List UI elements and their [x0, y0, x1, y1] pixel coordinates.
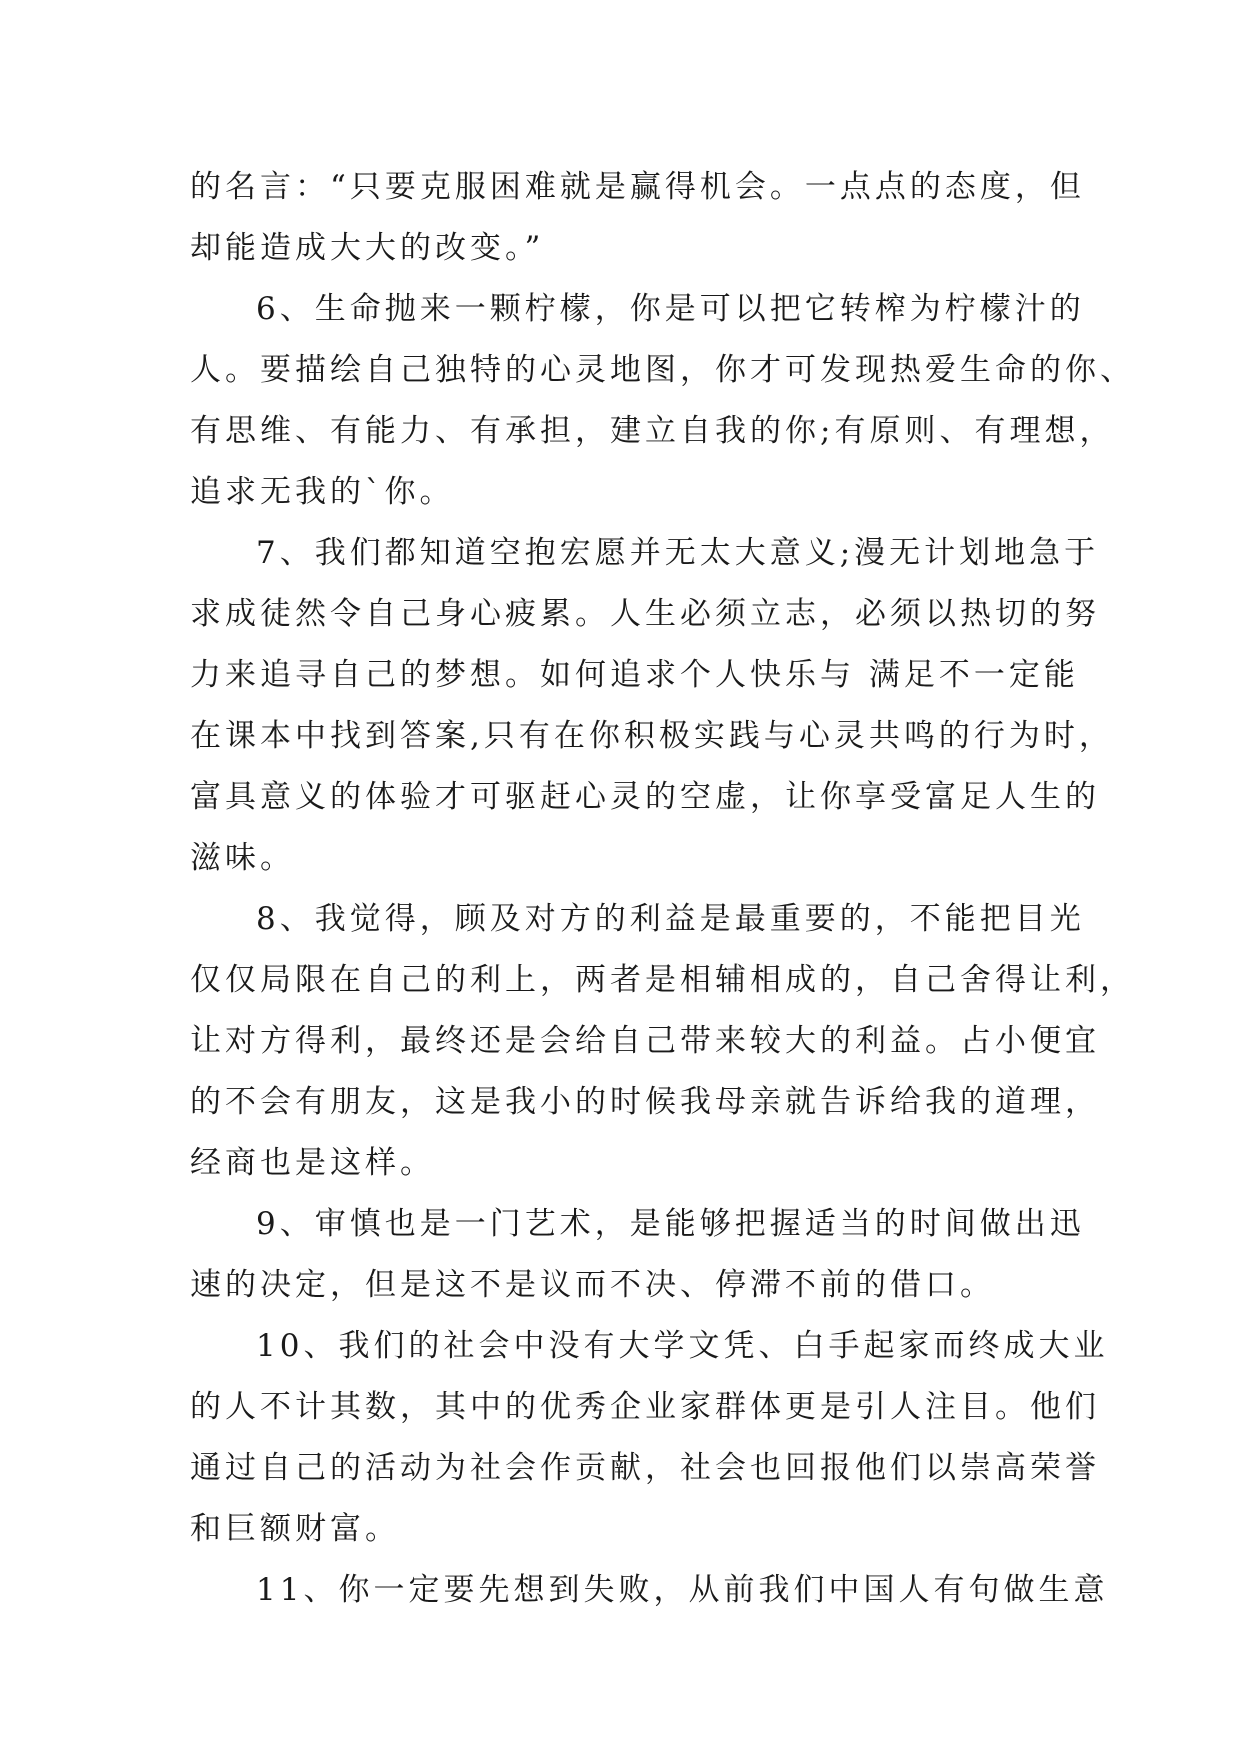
paragraph-item-6: [190, 279, 1135, 523]
text-line: 富具意义的体验才可驱赶心灵的空虚，让你享受富足人生的: [190, 779, 1100, 815]
text-line: 却能造成大大的改变。”: [190, 230, 545, 266]
text-line: 6、生命抛来一颗柠檬，你是可以把它转榨为柠檬汁的: [256, 291, 1085, 327]
text-line: 让对方得利，最终还是会给自己带来较大的利益。占小便宜: [190, 1023, 1100, 1059]
text-line: 8、我觉得，顾及对方的利益是最重要的，不能把目光: [256, 901, 1085, 937]
text-line: 求成徒然令自己身心疲累。人生必须立志，必须以热切的努: [190, 596, 1100, 632]
text-line: 11、你一定要先想到失败，从前我们中国人有句做生意: [256, 1572, 1109, 1608]
text-line: 力来追寻自己的梦想。如何追求个人快乐与 满足不一定能: [190, 657, 1079, 693]
text-line: 的人不计其数，其中的优秀企业家群体更是引人注目。他们: [190, 1389, 1100, 1425]
text-line: 在课本中找到答案,只有在你积极实践与心灵共鸣的行为时，: [190, 718, 1114, 754]
text-line: 和巨额财富。: [190, 1511, 400, 1547]
text-line: 滋味。: [190, 840, 295, 876]
document-body: [190, 157, 1135, 1621]
paragraph-quote-continuation: [190, 157, 1085, 279]
paragraph-item-9: [190, 1194, 1085, 1316]
text-line: 10、我们的社会中没有大学文凭、白手起家而终成大业: [256, 1328, 1109, 1364]
text-line: 7、我们都知道空抱宏愿并无太大意义;漫无计划地急于: [256, 535, 1100, 571]
text-line: 仅仅局限在自己的利上，两者是相辅相成的，自己舍得让利，: [190, 962, 1135, 998]
text-line: 的名言：“只要克服困难就是赢得机会。一点点的态度，但: [190, 169, 1085, 205]
text-line: 人。要描绘自己独特的心灵地图，你才可发现热爱生命的你、: [190, 352, 1135, 388]
text-line: 9、审慎也是一门艺术，是能够把握适当的时间做出迅: [256, 1206, 1085, 1242]
text-line: 有思维、有能力、有承担，建立自我的你;有原则、有理想，: [190, 413, 1115, 449]
text-line: 通过自己的活动为社会作贡献，社会也回报他们以崇高荣誉: [190, 1450, 1100, 1486]
text-line: 经商也是这样。: [190, 1145, 435, 1181]
text-line: 速的决定，但是这不是议而不决、停滞不前的借口。: [190, 1267, 995, 1303]
paragraph-item-7: [190, 523, 1114, 889]
paragraph-item-11: [190, 1560, 1109, 1621]
text-line: 的不会有朋友，这是我小的时候我母亲就告诉给我的道理，: [190, 1084, 1100, 1120]
paragraph-item-8: [190, 889, 1135, 1194]
text-line: 追求无我的`你。: [190, 474, 455, 510]
paragraph-item-10: [190, 1316, 1109, 1560]
